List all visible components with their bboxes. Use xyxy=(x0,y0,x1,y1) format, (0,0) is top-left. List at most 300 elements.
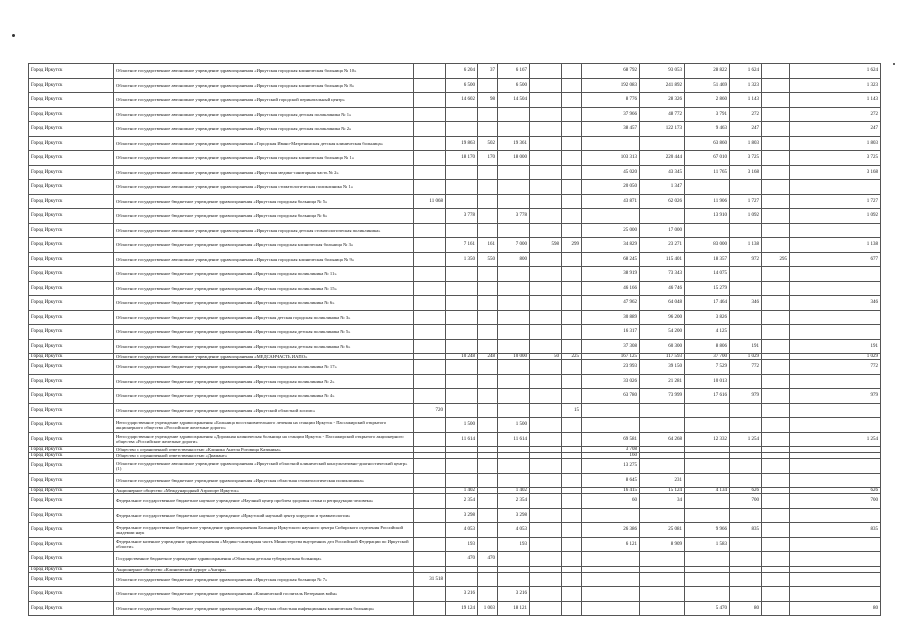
organization-cell: Областное государственное бюджетное учреждение здравоохранения «Иркутская городская детская поликлиника № 6» xyxy=(114,339,414,354)
value-cell xyxy=(414,601,446,616)
value-cell: 3 791 xyxy=(685,107,730,122)
city-cell: Город Иркутск xyxy=(29,325,114,340)
value-cell: 972 xyxy=(730,252,762,267)
value-cell xyxy=(530,459,562,474)
value-cell: 1 727 xyxy=(790,194,881,209)
value-cell xyxy=(478,403,498,418)
value-cell: 346 xyxy=(730,296,762,311)
organization-cell: Областное государственное бюджетное учреждение здравоохранения «Иркутская областная инфекционная клиническая больница» xyxy=(114,601,414,616)
value-cell: 38 919 xyxy=(582,267,640,282)
value-cell: 248 xyxy=(478,354,498,360)
city-cell: Город Иркутск xyxy=(29,488,114,494)
value-cell xyxy=(762,523,790,538)
value-cell xyxy=(414,587,446,602)
value-cell xyxy=(730,473,762,488)
organization-cell: Областное государственное автономное учреждение здравоохранения «Иркутская городская детская стоматологическая поликлиника» xyxy=(114,223,414,238)
city-cell: Город Иркутск xyxy=(29,374,114,389)
value-cell: 1 092 xyxy=(790,209,881,224)
value-cell: 1 138 xyxy=(790,238,881,253)
value-cell xyxy=(582,587,640,602)
value-cell xyxy=(762,296,790,311)
value-cell: 167 125 xyxy=(582,354,640,360)
value-cell: 68 792 xyxy=(582,64,640,79)
value-cell: 1 143 xyxy=(730,93,762,108)
organization-cell: Областное государственное бюджетное учреждение здравоохранения «Иркутская детская городская поликлиника № 3» xyxy=(114,310,414,325)
value-cell xyxy=(414,252,446,267)
organization-cell: Общество с ограниченной ответственностью «Клиника Ангела Роговица Казиника» xyxy=(114,447,414,453)
value-cell: 18 000 xyxy=(498,151,530,166)
city-cell: Город Иркутск xyxy=(29,389,114,404)
value-cell xyxy=(478,389,498,404)
value-cell xyxy=(530,339,562,354)
organization-cell: Областное государственное бюджетное учреждение здравоохранения «Иркутская городская поликлиника № 11» xyxy=(114,267,414,282)
organization-cell: Областное государственное бюджетное учреждение здравоохранения «Иркутская городская больница № 6» xyxy=(114,209,414,224)
value-cell xyxy=(498,572,530,587)
value-cell: 17 000 xyxy=(640,223,685,238)
value-cell: 80 xyxy=(790,601,881,616)
value-cell xyxy=(414,508,446,523)
value-cell xyxy=(640,136,685,151)
value-cell xyxy=(562,325,582,340)
value-cell xyxy=(478,281,498,296)
value-cell xyxy=(530,432,562,447)
value-cell xyxy=(414,78,446,93)
value-cell xyxy=(478,180,498,195)
value-cell: 12 332 xyxy=(685,432,730,447)
value-cell xyxy=(414,360,446,375)
city-cell: Город Иркутск xyxy=(29,93,114,108)
city-cell: Город Иркутск xyxy=(29,566,114,572)
value-cell: 8 776 xyxy=(582,93,640,108)
city-cell: Город Иркутск xyxy=(29,403,114,418)
value-cell xyxy=(730,508,762,523)
scan-mark xyxy=(12,34,15,37)
value-cell: 4 134 xyxy=(685,488,730,494)
value-cell xyxy=(478,537,498,552)
value-cell xyxy=(530,508,562,523)
city-cell: Город Иркутск xyxy=(29,418,114,433)
value-cell: 8 909 xyxy=(640,537,685,552)
value-cell: 6 121 xyxy=(582,537,640,552)
value-cell xyxy=(790,418,881,433)
value-cell xyxy=(762,180,790,195)
organization-cell: Областное государственное автономное учреждение здравоохранения «Иркутская городская клиническая больница № 8» xyxy=(114,78,414,93)
value-cell xyxy=(582,552,640,567)
value-cell xyxy=(414,107,446,122)
value-cell: 11 614 xyxy=(446,432,478,447)
table-row xyxy=(29,403,881,418)
value-cell xyxy=(446,403,478,418)
value-cell: 19 863 xyxy=(446,136,478,151)
value-cell xyxy=(498,389,530,404)
value-cell xyxy=(790,267,881,282)
organization-cell: Областное государственное бюджетное учреждение здравоохранения «Клинический госпиталь Ветеранов войн» xyxy=(114,587,414,602)
value-cell xyxy=(562,494,582,509)
value-cell xyxy=(530,267,562,282)
city-cell: Город Иркутск xyxy=(29,252,114,267)
value-cell: 835 xyxy=(730,523,762,538)
value-cell: 2 860 xyxy=(685,93,730,108)
value-cell xyxy=(530,78,562,93)
value-cell: 48 772 xyxy=(640,107,685,122)
city-cell: Город Иркутск xyxy=(29,572,114,587)
value-cell: 19 124 xyxy=(446,601,478,616)
value-cell xyxy=(640,508,685,523)
value-cell: 37 308 xyxy=(582,339,640,354)
table-row xyxy=(29,473,881,488)
city-cell: Город Иркутск xyxy=(29,360,114,375)
value-cell xyxy=(562,107,582,122)
value-cell xyxy=(478,473,498,488)
value-cell xyxy=(414,151,446,166)
value-cell: 835 xyxy=(790,523,881,538)
value-cell: 46 166 xyxy=(582,281,640,296)
value-cell xyxy=(414,64,446,79)
value-cell xyxy=(530,209,562,224)
city-cell: Город Иркутск xyxy=(29,107,114,122)
value-cell xyxy=(478,360,498,375)
value-cell: 80 xyxy=(730,601,762,616)
value-cell xyxy=(530,180,562,195)
value-cell xyxy=(730,374,762,389)
value-cell xyxy=(562,459,582,474)
value-cell: 1 138 xyxy=(730,238,762,253)
value-cell: 93 053 xyxy=(640,64,685,79)
value-cell xyxy=(730,587,762,602)
value-cell xyxy=(530,252,562,267)
value-cell xyxy=(446,165,478,180)
value-cell: 21 281 xyxy=(640,374,685,389)
table-row xyxy=(29,180,881,195)
value-cell xyxy=(762,151,790,166)
value-cell: 47 962 xyxy=(582,296,640,311)
value-cell xyxy=(446,339,478,354)
value-cell: 1 254 xyxy=(790,432,881,447)
value-cell: 18 357 xyxy=(685,252,730,267)
value-cell: 225 xyxy=(562,354,582,360)
value-cell xyxy=(498,267,530,282)
table-row xyxy=(29,296,881,311)
value-cell: 1 092 xyxy=(730,209,762,224)
value-cell: 191 xyxy=(730,339,762,354)
value-cell: 3 298 xyxy=(498,508,530,523)
value-cell: 626 xyxy=(790,488,881,494)
value-cell xyxy=(562,64,582,79)
value-cell xyxy=(530,418,562,433)
value-cell xyxy=(685,459,730,474)
city-cell: Город Иркутск xyxy=(29,537,114,552)
value-cell: 11 068 xyxy=(414,194,446,209)
value-cell xyxy=(582,136,640,151)
city-cell: Город Иркутск xyxy=(29,296,114,311)
value-cell xyxy=(640,418,685,433)
value-cell: 16 415 xyxy=(582,488,640,494)
value-cell xyxy=(414,93,446,108)
value-cell xyxy=(562,122,582,137)
value-cell xyxy=(446,107,478,122)
table-row xyxy=(29,552,881,567)
value-cell: 979 xyxy=(790,389,881,404)
value-cell xyxy=(498,473,530,488)
organization-cell: Областное государственное автономное учреждение здравоохранения «Иркутская медико-санитарная часть № 2» xyxy=(114,165,414,180)
table-row xyxy=(29,360,881,375)
value-cell: 1 003 xyxy=(478,601,498,616)
value-cell xyxy=(762,587,790,602)
value-cell: 62 026 xyxy=(640,194,685,209)
value-cell: 34 xyxy=(640,494,685,509)
value-cell: 6 167 xyxy=(498,64,530,79)
value-cell xyxy=(446,223,478,238)
value-cell xyxy=(582,508,640,523)
organization-cell: Областное государственное автономное учреждение здравоохранения «Городская Ивано-Матренинская детская клиническая больница» xyxy=(114,136,414,151)
value-cell: 8 806 xyxy=(685,339,730,354)
value-cell xyxy=(446,194,478,209)
organization-cell: Областное государственное бюджетное учреждение здравоохранения «Иркутская городская поликлиника № 17» xyxy=(114,360,414,375)
value-cell xyxy=(562,165,582,180)
table-row xyxy=(29,93,881,108)
city-cell: Город Иркутск xyxy=(29,310,114,325)
value-cell: 67 010 xyxy=(685,151,730,166)
value-cell: 11 765 xyxy=(685,165,730,180)
value-cell xyxy=(640,587,685,602)
value-cell xyxy=(730,403,762,418)
organization-cell: Государственное бюджетное учреждение здравоохранения «Областная детская туберкулезная больница» xyxy=(114,552,414,567)
table-row xyxy=(29,122,881,137)
value-cell: 4 053 xyxy=(498,523,530,538)
value-cell xyxy=(762,310,790,325)
value-cell xyxy=(478,107,498,122)
value-cell xyxy=(790,537,881,552)
value-cell xyxy=(762,494,790,509)
value-cell xyxy=(498,122,530,137)
value-cell xyxy=(790,572,881,587)
value-cell: 1 323 xyxy=(730,78,762,93)
organization-cell: Федеральное государственное бюджетное научное учреждение «Иркутский научный центр хирургии и травматологии» xyxy=(114,508,414,523)
value-cell: 272 xyxy=(730,107,762,122)
value-cell xyxy=(446,473,478,488)
value-cell xyxy=(762,209,790,224)
value-cell xyxy=(478,310,498,325)
value-cell xyxy=(530,374,562,389)
organization-cell: Областное государственное автономное учреждение здравоохранения «Иркутская городская клиническая больница № 10» xyxy=(114,64,414,79)
value-cell: 1 029 xyxy=(790,354,881,360)
value-cell: 83 000 xyxy=(685,238,730,253)
value-cell xyxy=(762,403,790,418)
value-cell: 470 xyxy=(478,552,498,567)
city-cell: Город Иркутск xyxy=(29,354,114,360)
value-cell: 14 504 xyxy=(498,93,530,108)
value-cell xyxy=(414,267,446,282)
value-cell xyxy=(685,180,730,195)
value-cell xyxy=(685,494,730,509)
value-cell xyxy=(562,209,582,224)
value-cell xyxy=(478,223,498,238)
organization-cell: Федеральное государственное бюджетное учреждение здравоохранения Больница Иркутского научного центра Сибирского отделения Российской академии наук xyxy=(114,523,414,538)
value-cell: 720 xyxy=(414,403,446,418)
value-cell: 3 778 xyxy=(498,209,530,224)
value-cell xyxy=(562,296,582,311)
city-cell: Город Иркутск xyxy=(29,432,114,447)
value-cell xyxy=(498,281,530,296)
value-cell: 13 910 xyxy=(685,209,730,224)
value-cell: 241 892 xyxy=(640,78,685,93)
value-cell: 16 317 xyxy=(582,325,640,340)
value-cell: 3 778 xyxy=(446,209,478,224)
value-cell xyxy=(414,296,446,311)
value-cell xyxy=(414,494,446,509)
city-cell: Город Иркутск xyxy=(29,194,114,209)
city-cell: Город Иркутск xyxy=(29,601,114,616)
value-cell xyxy=(530,93,562,108)
value-cell xyxy=(414,459,446,474)
city-cell: Город Иркутск xyxy=(29,223,114,238)
value-cell xyxy=(478,122,498,137)
value-cell xyxy=(582,601,640,616)
value-cell xyxy=(446,374,478,389)
value-cell: 117 593 xyxy=(640,354,685,360)
value-cell: 3 826 xyxy=(685,310,730,325)
value-cell: 63 780 xyxy=(582,389,640,404)
value-cell: 3 298 xyxy=(446,508,478,523)
value-cell xyxy=(530,296,562,311)
value-cell xyxy=(446,389,478,404)
city-cell: Город Иркутск xyxy=(29,64,114,79)
city-cell: Город Иркутск xyxy=(29,552,114,567)
value-cell: 1 727 xyxy=(730,194,762,209)
value-cell xyxy=(730,310,762,325)
value-cell: 272 xyxy=(790,107,881,122)
value-cell xyxy=(562,473,582,488)
value-cell: 247 xyxy=(730,122,762,137)
value-cell xyxy=(730,572,762,587)
value-cell xyxy=(685,403,730,418)
value-cell xyxy=(414,389,446,404)
value-cell: 6 500 xyxy=(498,78,530,93)
value-cell xyxy=(414,523,446,538)
table-row xyxy=(29,432,881,447)
value-cell: 122 173 xyxy=(640,122,685,137)
value-cell xyxy=(762,122,790,137)
organization-cell: Акционерное общество «Международный Аэропорт Иркутск» xyxy=(114,488,414,494)
value-cell xyxy=(478,194,498,209)
value-cell: 37 xyxy=(478,64,498,79)
value-cell: 677 xyxy=(790,252,881,267)
value-cell xyxy=(414,165,446,180)
value-cell: 7 161 xyxy=(446,238,478,253)
value-cell xyxy=(446,310,478,325)
value-cell xyxy=(446,281,478,296)
value-cell xyxy=(640,601,685,616)
value-cell: 13 275 xyxy=(582,459,640,474)
value-cell xyxy=(498,552,530,567)
table-row xyxy=(29,267,881,282)
value-cell xyxy=(762,552,790,567)
value-cell: 19 361 xyxy=(498,136,530,151)
table-row xyxy=(29,587,881,602)
value-cell: 3 725 xyxy=(790,151,881,166)
value-cell xyxy=(530,403,562,418)
value-cell: 43 871 xyxy=(582,194,640,209)
value-cell xyxy=(478,508,498,523)
table-row xyxy=(29,107,881,122)
value-cell: 31 518 xyxy=(414,572,446,587)
organization-cell: Федеральное казенное учреждение здравоохранения «Медико-санитарная часть Министерства внутренних дел Российской Федерации по Иркутской области» xyxy=(114,537,414,552)
value-cell: 25 000 xyxy=(582,223,640,238)
organization-cell: Областное государственное автономное учреждение здравоохранения «Иркутская городская клиническая больница № 9» xyxy=(114,252,414,267)
organization-cell: Областное государственное автономное учреждение здравоохранения «Иркутская городская детская поликлиника № 2» xyxy=(114,122,414,137)
value-cell: 1 803 xyxy=(730,136,762,151)
organization-cell: Областное государственное бюджетное учреждение здравоохранения «Иркутская областная стоматологическая поликлиника» xyxy=(114,473,414,488)
value-cell xyxy=(414,374,446,389)
value-cell: 33 026 xyxy=(582,374,640,389)
value-cell xyxy=(478,78,498,93)
organization-cell: Областное государственное бюджетное учреждение здравоохранения «Иркутская городская поликлиника № 2» xyxy=(114,374,414,389)
value-cell xyxy=(562,508,582,523)
value-cell: 1 583 xyxy=(685,537,730,552)
value-cell: 1 402 xyxy=(498,488,530,494)
value-cell: 470 xyxy=(446,552,478,567)
value-cell xyxy=(478,209,498,224)
city-cell: Город Иркутск xyxy=(29,447,114,453)
value-cell xyxy=(790,281,881,296)
value-cell xyxy=(530,223,562,238)
value-cell xyxy=(762,473,790,488)
value-cell xyxy=(414,209,446,224)
organization-cell: Негосударственное учреждение здравоохранения «Больница восстановительного лечения на станции Иркутск - Пассажирский открытого акционерного общества «Российские железные дороги» xyxy=(114,418,414,433)
value-cell: 50 xyxy=(530,354,562,360)
value-cell: 979 xyxy=(730,389,762,404)
value-cell xyxy=(582,403,640,418)
value-cell xyxy=(478,339,498,354)
table-row xyxy=(29,494,881,509)
value-cell: 191 xyxy=(790,339,881,354)
city-cell: Город Иркутск xyxy=(29,459,114,474)
value-cell xyxy=(562,339,582,354)
value-cell xyxy=(414,136,446,151)
value-cell xyxy=(498,360,530,375)
city-cell: Город Иркутск xyxy=(29,78,114,93)
value-cell xyxy=(685,223,730,238)
value-cell xyxy=(640,209,685,224)
value-cell: 9 966 xyxy=(685,523,730,538)
value-cell xyxy=(530,107,562,122)
value-cell: 96 200 xyxy=(640,310,685,325)
value-cell xyxy=(790,459,881,474)
value-cell xyxy=(498,194,530,209)
organization-cell: Областное государственное бюджетное учреждение здравоохранения «Иркутская городская детская поликлиника № 5» xyxy=(114,325,414,340)
value-cell xyxy=(498,374,530,389)
value-cell xyxy=(640,459,685,474)
value-cell: 14 075 xyxy=(685,267,730,282)
value-cell xyxy=(685,473,730,488)
value-cell: 115 401 xyxy=(640,252,685,267)
organization-cell: Областное государственное бюджетное учреждение здравоохранения «Иркутская городская больница № 7» xyxy=(114,572,414,587)
value-cell xyxy=(530,136,562,151)
value-cell: 6 204 xyxy=(446,64,478,79)
value-cell xyxy=(414,281,446,296)
value-cell: 193 xyxy=(446,537,478,552)
value-cell: 15 124 xyxy=(640,488,685,494)
value-cell: 1 347 xyxy=(640,180,685,195)
value-cell xyxy=(790,508,881,523)
value-cell xyxy=(498,223,530,238)
value-cell xyxy=(414,122,446,137)
value-cell xyxy=(446,572,478,587)
value-cell xyxy=(640,403,685,418)
table-row xyxy=(29,339,881,354)
value-cell: 3 168 xyxy=(730,165,762,180)
city-cell: Город Иркутск xyxy=(29,453,114,459)
